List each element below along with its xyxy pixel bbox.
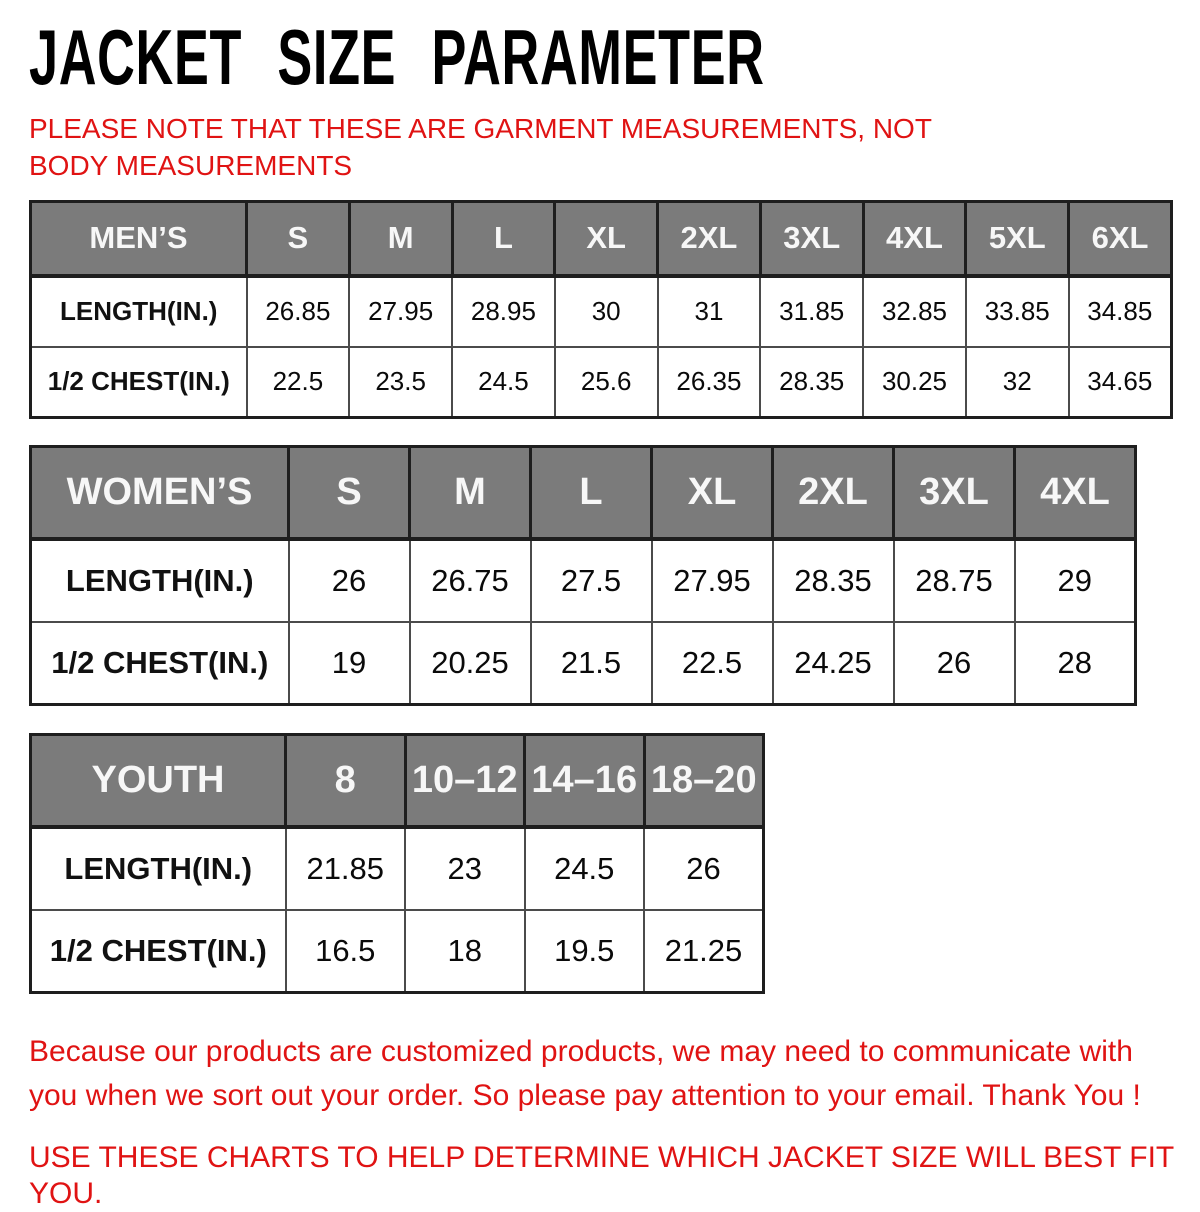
size-column-header: 5XL bbox=[966, 202, 1069, 276]
value-cell: 21.85 bbox=[286, 827, 406, 910]
value-cell: 27.95 bbox=[349, 276, 452, 347]
row-label-cell: 1/2 CHEST(IN.) bbox=[31, 910, 286, 993]
size-column-header: 2XL bbox=[658, 202, 761, 276]
page-title: JACKET SIZE PARAMETER bbox=[29, 13, 765, 101]
value-cell: 28 bbox=[1015, 622, 1136, 705]
womens-size-table bbox=[29, 445, 1137, 706]
value-cell: 20.25 bbox=[410, 622, 531, 705]
size-column-header: S bbox=[247, 202, 350, 276]
mens-chest-row bbox=[31, 347, 1172, 418]
size-column-header: XL bbox=[555, 202, 658, 276]
size-column-header: 14–16 bbox=[525, 735, 645, 827]
value-cell: 16.5 bbox=[286, 910, 406, 993]
youth-size-table bbox=[29, 733, 765, 994]
garment-measurement-note: PLEASE NOTE THAT THESE ARE GARMENT MEASUREMENTS, NOT BODY MEASUREMENTS bbox=[29, 113, 932, 181]
mens-header-row bbox=[31, 202, 1172, 276]
value-cell: 26.85 bbox=[247, 276, 350, 347]
value-cell: 24.5 bbox=[525, 827, 645, 910]
value-cell: 26 bbox=[644, 827, 764, 910]
row-label-cell: 1/2 CHEST(IN.) bbox=[31, 347, 247, 418]
fit-advice: USE THESE CHARTS TO HELP DETERMINE WHICH JACKET SIZE WILL BEST FIT YOU. bbox=[29, 1141, 1174, 1210]
size-column-header: 18–20 bbox=[644, 735, 764, 827]
size-column-header: XL bbox=[652, 447, 773, 539]
value-cell: 30.25 bbox=[863, 347, 966, 418]
value-cell: 32 bbox=[966, 347, 1069, 418]
value-cell: 21.25 bbox=[644, 910, 764, 993]
womens-length-row bbox=[31, 539, 1136, 622]
customization-notice: Because our products are customized products, we may need to communicate with you when we sort out your order. So please pay attention to your email. Thank You ! bbox=[29, 1035, 1141, 1112]
value-cell: 26.75 bbox=[410, 539, 531, 622]
value-cell: 28.35 bbox=[760, 347, 863, 418]
youth-header-row bbox=[31, 735, 764, 827]
mens-length-row bbox=[31, 276, 1172, 347]
row-label-cell: LENGTH(IN.) bbox=[31, 276, 247, 347]
row-label-cell: LENGTH(IN.) bbox=[31, 827, 286, 910]
size-column-header: M bbox=[349, 202, 452, 276]
value-cell: 19 bbox=[289, 622, 410, 705]
value-cell: 27.95 bbox=[652, 539, 773, 622]
value-cell: 31 bbox=[658, 276, 761, 347]
value-cell: 26.35 bbox=[658, 347, 761, 418]
size-column-header: 2XL bbox=[773, 447, 894, 539]
value-cell: 34.85 bbox=[1069, 276, 1172, 347]
value-cell: 27.5 bbox=[531, 539, 652, 622]
size-column-header: 10–12 bbox=[405, 735, 525, 827]
value-cell: 30 bbox=[555, 276, 658, 347]
value-cell: 21.5 bbox=[531, 622, 652, 705]
size-column-header: M bbox=[410, 447, 531, 539]
value-cell: 29 bbox=[1015, 539, 1136, 622]
size-column-header: 6XL bbox=[1069, 202, 1172, 276]
value-cell: 26 bbox=[894, 622, 1015, 705]
value-cell: 22.5 bbox=[652, 622, 773, 705]
row-label-cell: 1/2 CHEST(IN.) bbox=[31, 622, 289, 705]
value-cell: 28.75 bbox=[894, 539, 1015, 622]
value-cell: 31.85 bbox=[760, 276, 863, 347]
value-cell: 34.65 bbox=[1069, 347, 1172, 418]
size-column-header: S bbox=[289, 447, 410, 539]
table-title-cell: YOUTH bbox=[31, 735, 286, 827]
value-cell: 24.5 bbox=[452, 347, 555, 418]
value-cell: 28.35 bbox=[773, 539, 894, 622]
value-cell: 22.5 bbox=[247, 347, 350, 418]
value-cell: 23 bbox=[405, 827, 525, 910]
row-label-cell: LENGTH(IN.) bbox=[31, 539, 289, 622]
value-cell: 32.85 bbox=[863, 276, 966, 347]
size-column-header: 3XL bbox=[760, 202, 863, 276]
youth-chest-row bbox=[31, 910, 764, 993]
value-cell: 24.25 bbox=[773, 622, 894, 705]
size-column-header: L bbox=[452, 202, 555, 276]
size-column-header: 8 bbox=[286, 735, 406, 827]
size-column-header: 4XL bbox=[863, 202, 966, 276]
table-title-cell: MEN’S bbox=[31, 202, 247, 276]
value-cell: 19.5 bbox=[525, 910, 645, 993]
youth-length-row bbox=[31, 827, 764, 910]
value-cell: 33.85 bbox=[966, 276, 1069, 347]
womens-chest-row bbox=[31, 622, 1136, 705]
table-title-cell: WOMEN’S bbox=[31, 447, 289, 539]
value-cell: 18 bbox=[405, 910, 525, 993]
value-cell: 25.6 bbox=[555, 347, 658, 418]
value-cell: 28.95 bbox=[452, 276, 555, 347]
size-column-header: 4XL bbox=[1015, 447, 1136, 539]
womens-header-row bbox=[31, 447, 1136, 539]
size-column-header: L bbox=[531, 447, 652, 539]
value-cell: 23.5 bbox=[349, 347, 452, 418]
size-column-header: 3XL bbox=[894, 447, 1015, 539]
value-cell: 26 bbox=[289, 539, 410, 622]
mens-size-table bbox=[29, 200, 1173, 419]
